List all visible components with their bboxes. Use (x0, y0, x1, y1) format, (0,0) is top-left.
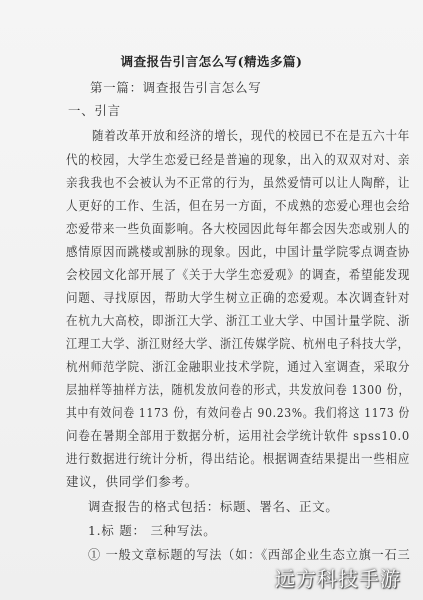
watermark-text: 远方科技手游 (275, 567, 401, 591)
paragraph-line: 人更好的工作、生活，但在另一方面，不成熟的恋爱心理也会给 (66, 198, 411, 213)
paragraph-line: 会校园文化部开展了《关于大学生恋爱观》的调查，希望能发现 (66, 267, 411, 282)
paragraph-line: 建议，供同学们参考。 (66, 474, 198, 489)
paragraph-line: 感情原因而跳楼或割脉的现象。因此，中国计量学院零点调查协 (66, 244, 411, 259)
subtitle-line: 第一篇：调查报告引言怎么写 (90, 80, 262, 95)
paragraph-line: 江理工大学、浙江财经大学、浙江传媒学院、杭州电子科技大学， (66, 336, 410, 351)
paragraph-line: ① 一般文章标题的写法（如：《西部企业生态立旗一石三 (88, 547, 411, 562)
paragraph-line: 杭州师范学院、浙江金融职业技术学院，通过入室调查，采取分 (66, 359, 411, 374)
paragraph-line: 进行数据进行统计分析，得出结论。根据调查结果提出一些相应 (66, 451, 411, 466)
paragraph-line: 恋爱带来一些负面影响。各大校园因此每年都会因失恋或别人的 (66, 221, 411, 236)
paragraph-line: 亲我我也不会被认为不正常的行为，虽然爱情可以让人陶醉，让 (66, 175, 411, 190)
paragraph-line: 在杭九大高校，即浙江大学、浙江工业大学、中国计量学院、浙 (66, 313, 411, 328)
section-heading: 一、引言 (68, 103, 121, 118)
paragraph-line: 问卷在暑期全部用于数据分析，运用社会学统计软件 spss10.0 (66, 428, 411, 443)
paragraph-line: 1.标 题： 三种写法。 (88, 523, 217, 538)
paragraph-line: 其中有效问卷 1173 份，有效问卷占 90.23%。我们将这 1173 份 (66, 405, 410, 420)
paragraph-line: 问题、寻找原因，帮助大学生树立正确的恋爱观。本次调查针对 (66, 290, 411, 305)
paragraph-line: 调查报告的格式包括：标题、署名、正文。 (88, 499, 339, 514)
paragraph-line: 层抽样等抽样方法，随机发放问卷的形式，共发放问卷 1300 份， (66, 382, 411, 397)
document-title: 调查报告引言怎么写(精选多篇) (120, 54, 303, 69)
paragraph-line: 随着改革开放和经济的增长，现代的校园已不在是五六十年 (92, 128, 410, 143)
paragraph-line: 代的校园，大学生恋爱已经是普遍的现象，出入的双双对对、亲 (66, 152, 411, 167)
